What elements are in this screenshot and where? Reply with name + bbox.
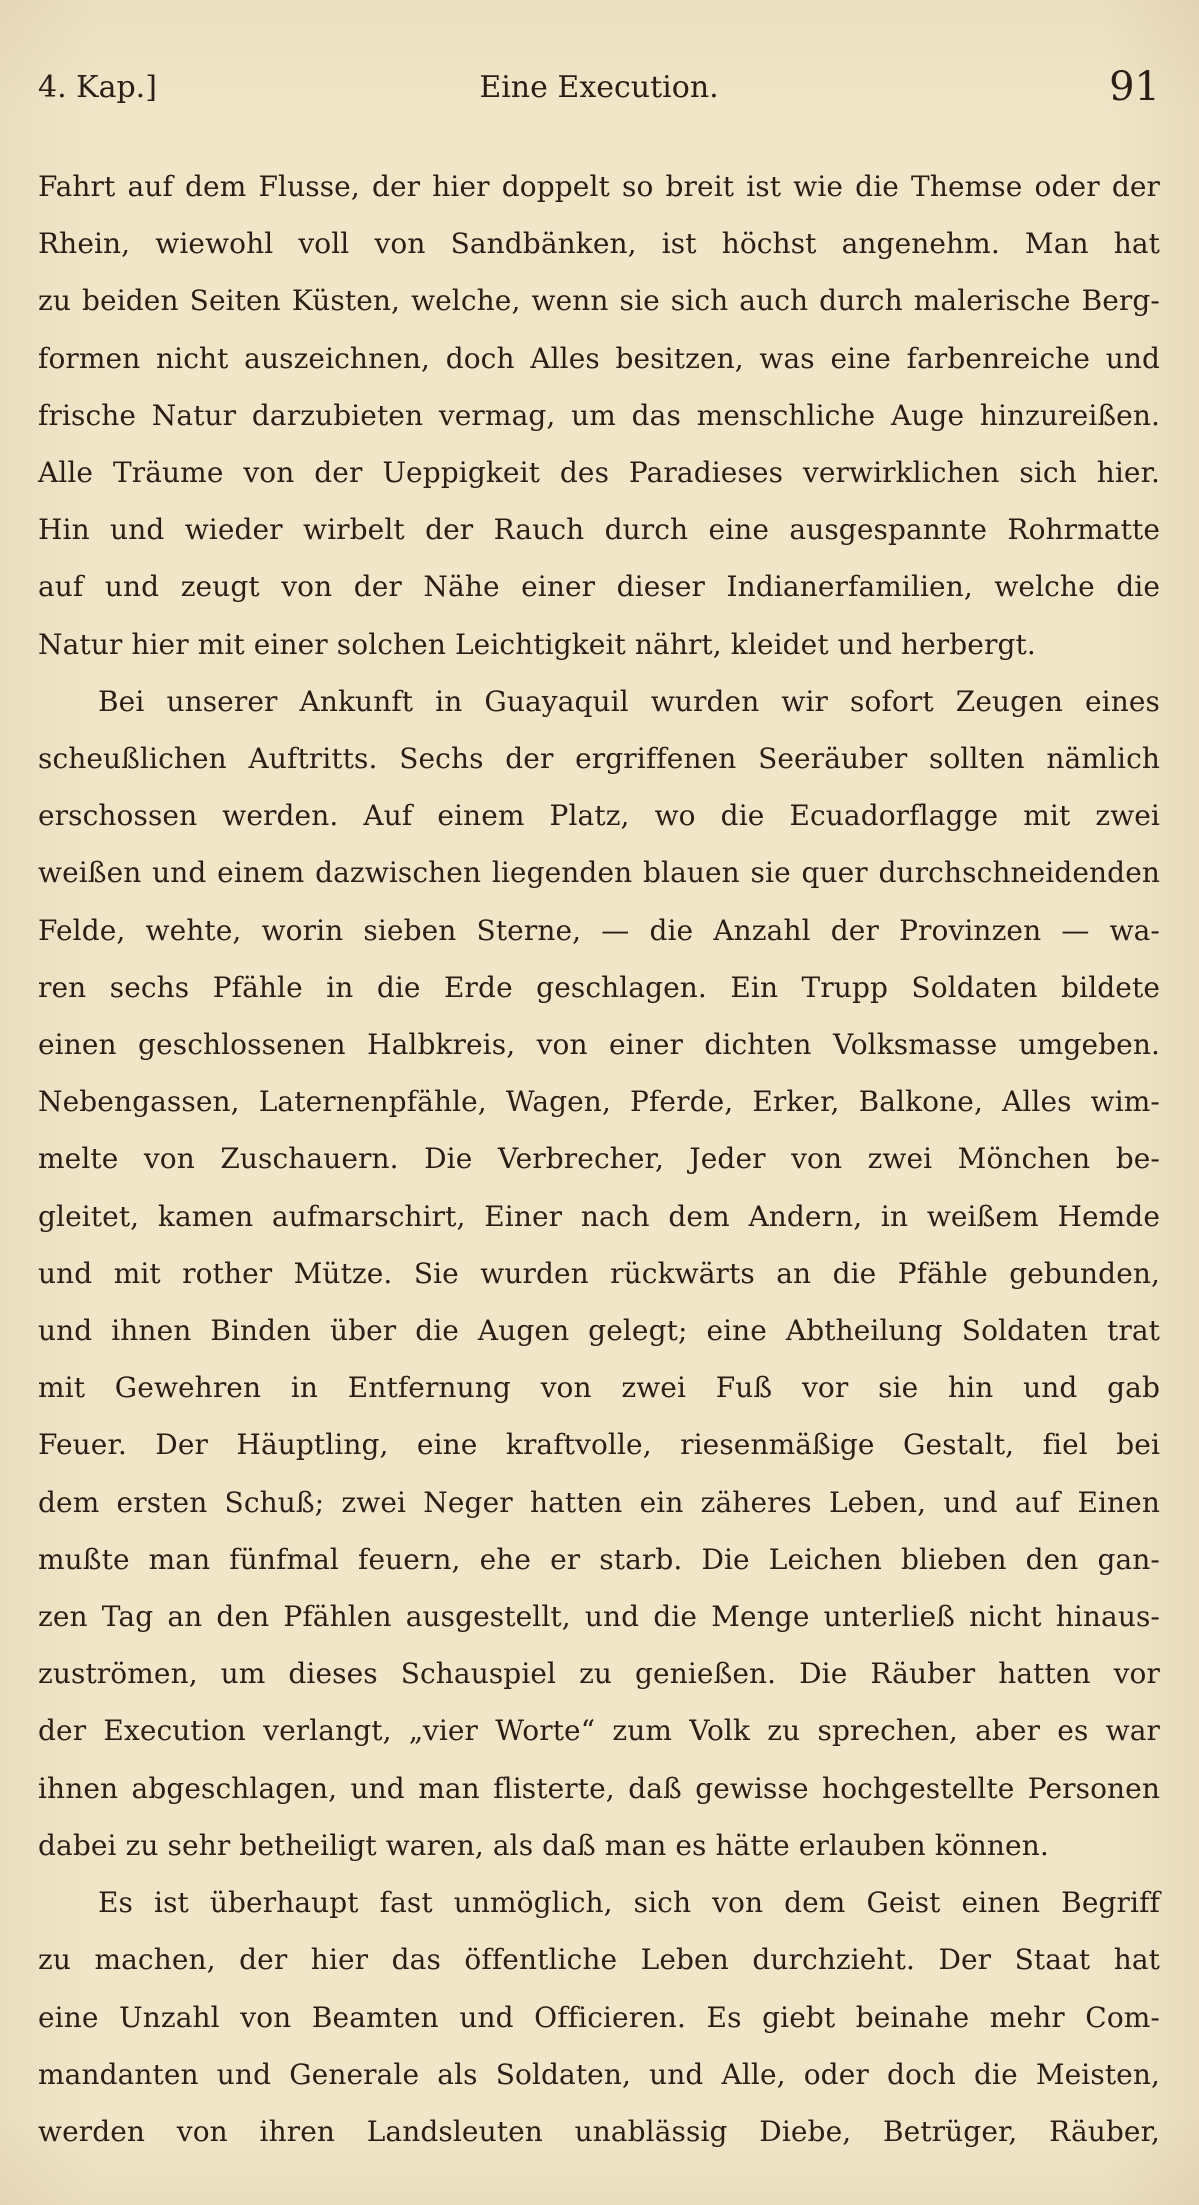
text-line: mit Gewehren in Entfernung von zwei Fuß vor sie hin und gab xyxy=(38,1371,1160,1405)
chapter-label: 4. Kap.] xyxy=(38,70,157,105)
body-text xyxy=(38,158,1160,2160)
text-line: Alle Träume von der Ueppigkeit des Paradieses verwirklichen sich hier. xyxy=(38,456,1160,490)
page-title: Eine Execution. xyxy=(479,70,719,105)
text-line: Nebengassen, Laternenpfähle, Wagen, Pferde, Erker, Balkone, Alles wim- xyxy=(38,1085,1160,1119)
text-line: Rhein, wiewohl voll von Sandbänken, ist höchst angenehm. Man hat xyxy=(38,227,1160,261)
text-line: Natur hier mit einer solchen Leichtigkeit nährt, kleidet und herbergt. xyxy=(38,627,1036,661)
text-line: zu machen, der hier das öffentliche Leben durchzieht. Der Staat hat xyxy=(38,1943,1160,1977)
text-line: zuströmen, um dieses Schauspiel zu genießen. Die Räuber hatten vor xyxy=(38,1657,1160,1691)
text-line: Hin und wieder wirbelt der Rauch durch eine ausgespannte Rohrmatte xyxy=(38,513,1160,547)
text-line: mußte man fünfmal feuern, ehe er starb. Die Leichen blieben den gan- xyxy=(38,1542,1160,1576)
text-line: scheußlichen Auftritts. Sechs der ergriffenen Seeräuber sollten nämlich xyxy=(38,742,1160,776)
text-line: weißen und einem dazwischen liegenden blauen sie quer durchschneidenden xyxy=(38,856,1160,890)
text-line: Feuer. Der Häuptling, eine kraftvolle, riesenmäßige Gestalt, fiel bei xyxy=(38,1428,1160,1462)
text-line: dem ersten Schuß; zwei Neger hatten ein zäheres Leben, und auf Einen xyxy=(38,1485,1160,1519)
text-line: gleitet, kamen aufmarschirt, Einer nach dem Andern, in weißem Hemde xyxy=(38,1199,1160,1233)
text-line: formen nicht auszeichnen, doch Alles besitzen, was eine farbenreiche und xyxy=(38,341,1160,375)
running-head xyxy=(38,62,1160,122)
text-line: und ihnen Binden über die Augen gelegt; eine Abtheilung Soldaten trat xyxy=(38,1314,1160,1348)
text-line: Felde, wehte, worin sieben Sterne, — die Anzahl der Provinzen — wa- xyxy=(38,913,1160,947)
text-line: werden von ihren Landsleuten unablässig Diebe, Betrüger, Räuber, xyxy=(38,2114,1160,2148)
text-line: frische Natur darzubieten vermag, um das menschliche Auge hinzureißen. xyxy=(38,398,1160,432)
text-line: einen geschlossenen Halbkreis, von einer dichten Volksmasse umgeben. xyxy=(38,1028,1160,1062)
text-line: Fahrt auf dem Flusse, der hier doppelt so breit ist wie die Themse oder der xyxy=(38,170,1160,203)
text-line: zen Tag an den Pfählen ausgestellt, und die Menge unterließ nicht hinaus- xyxy=(38,1600,1160,1634)
text-line: und mit rother Mütze. Sie wurden rückwärts an die Pfähle gebunden, xyxy=(38,1256,1160,1290)
text-line: Es ist überhaupt fast unmöglich, sich von dem Geist einen Begriff xyxy=(98,1886,1160,1920)
text-line: ihnen abgeschlagen, und man flisterte, daß gewisse hochgestellte Personen xyxy=(38,1771,1160,1805)
text-line: der Execution verlangt, „vier Worte“ zum Volk zu sprechen, aber es war xyxy=(38,1714,1160,1748)
text-line: melte von Zuschauern. Die Verbrecher, Jeder von zwei Mönchen be- xyxy=(38,1142,1160,1176)
text-line: erschossen werden. Auf einem Platz, wo die Ecuadorflagge mit zwei xyxy=(38,799,1160,833)
text-line: mandanten und Generale als Soldaten, und Alle, oder doch die Meisten, xyxy=(38,2057,1160,2091)
text-line: zu beiden Seiten Küsten, welche, wenn sie sich auch durch malerische Berg- xyxy=(38,284,1160,318)
text-line: eine Unzahl von Beamten und Officieren. Es giebt beinahe mehr Com- xyxy=(38,2000,1160,2034)
text-line: dabei zu sehr betheiligt waren, als daß man es hätte erlauben können. xyxy=(38,1828,1049,1862)
page-number: 91 xyxy=(1109,64,1160,110)
text-line: Bei unserer Ankunft in Guayaquil wurden wir sofort Zeugen eines xyxy=(98,684,1160,718)
text-line: auf und zeugt von der Nähe einer dieser Indianerfamilien, welche die xyxy=(38,570,1160,604)
text-line: ren sechs Pfähle in die Erde geschlagen. Ein Trupp Soldaten bildete xyxy=(38,970,1160,1004)
